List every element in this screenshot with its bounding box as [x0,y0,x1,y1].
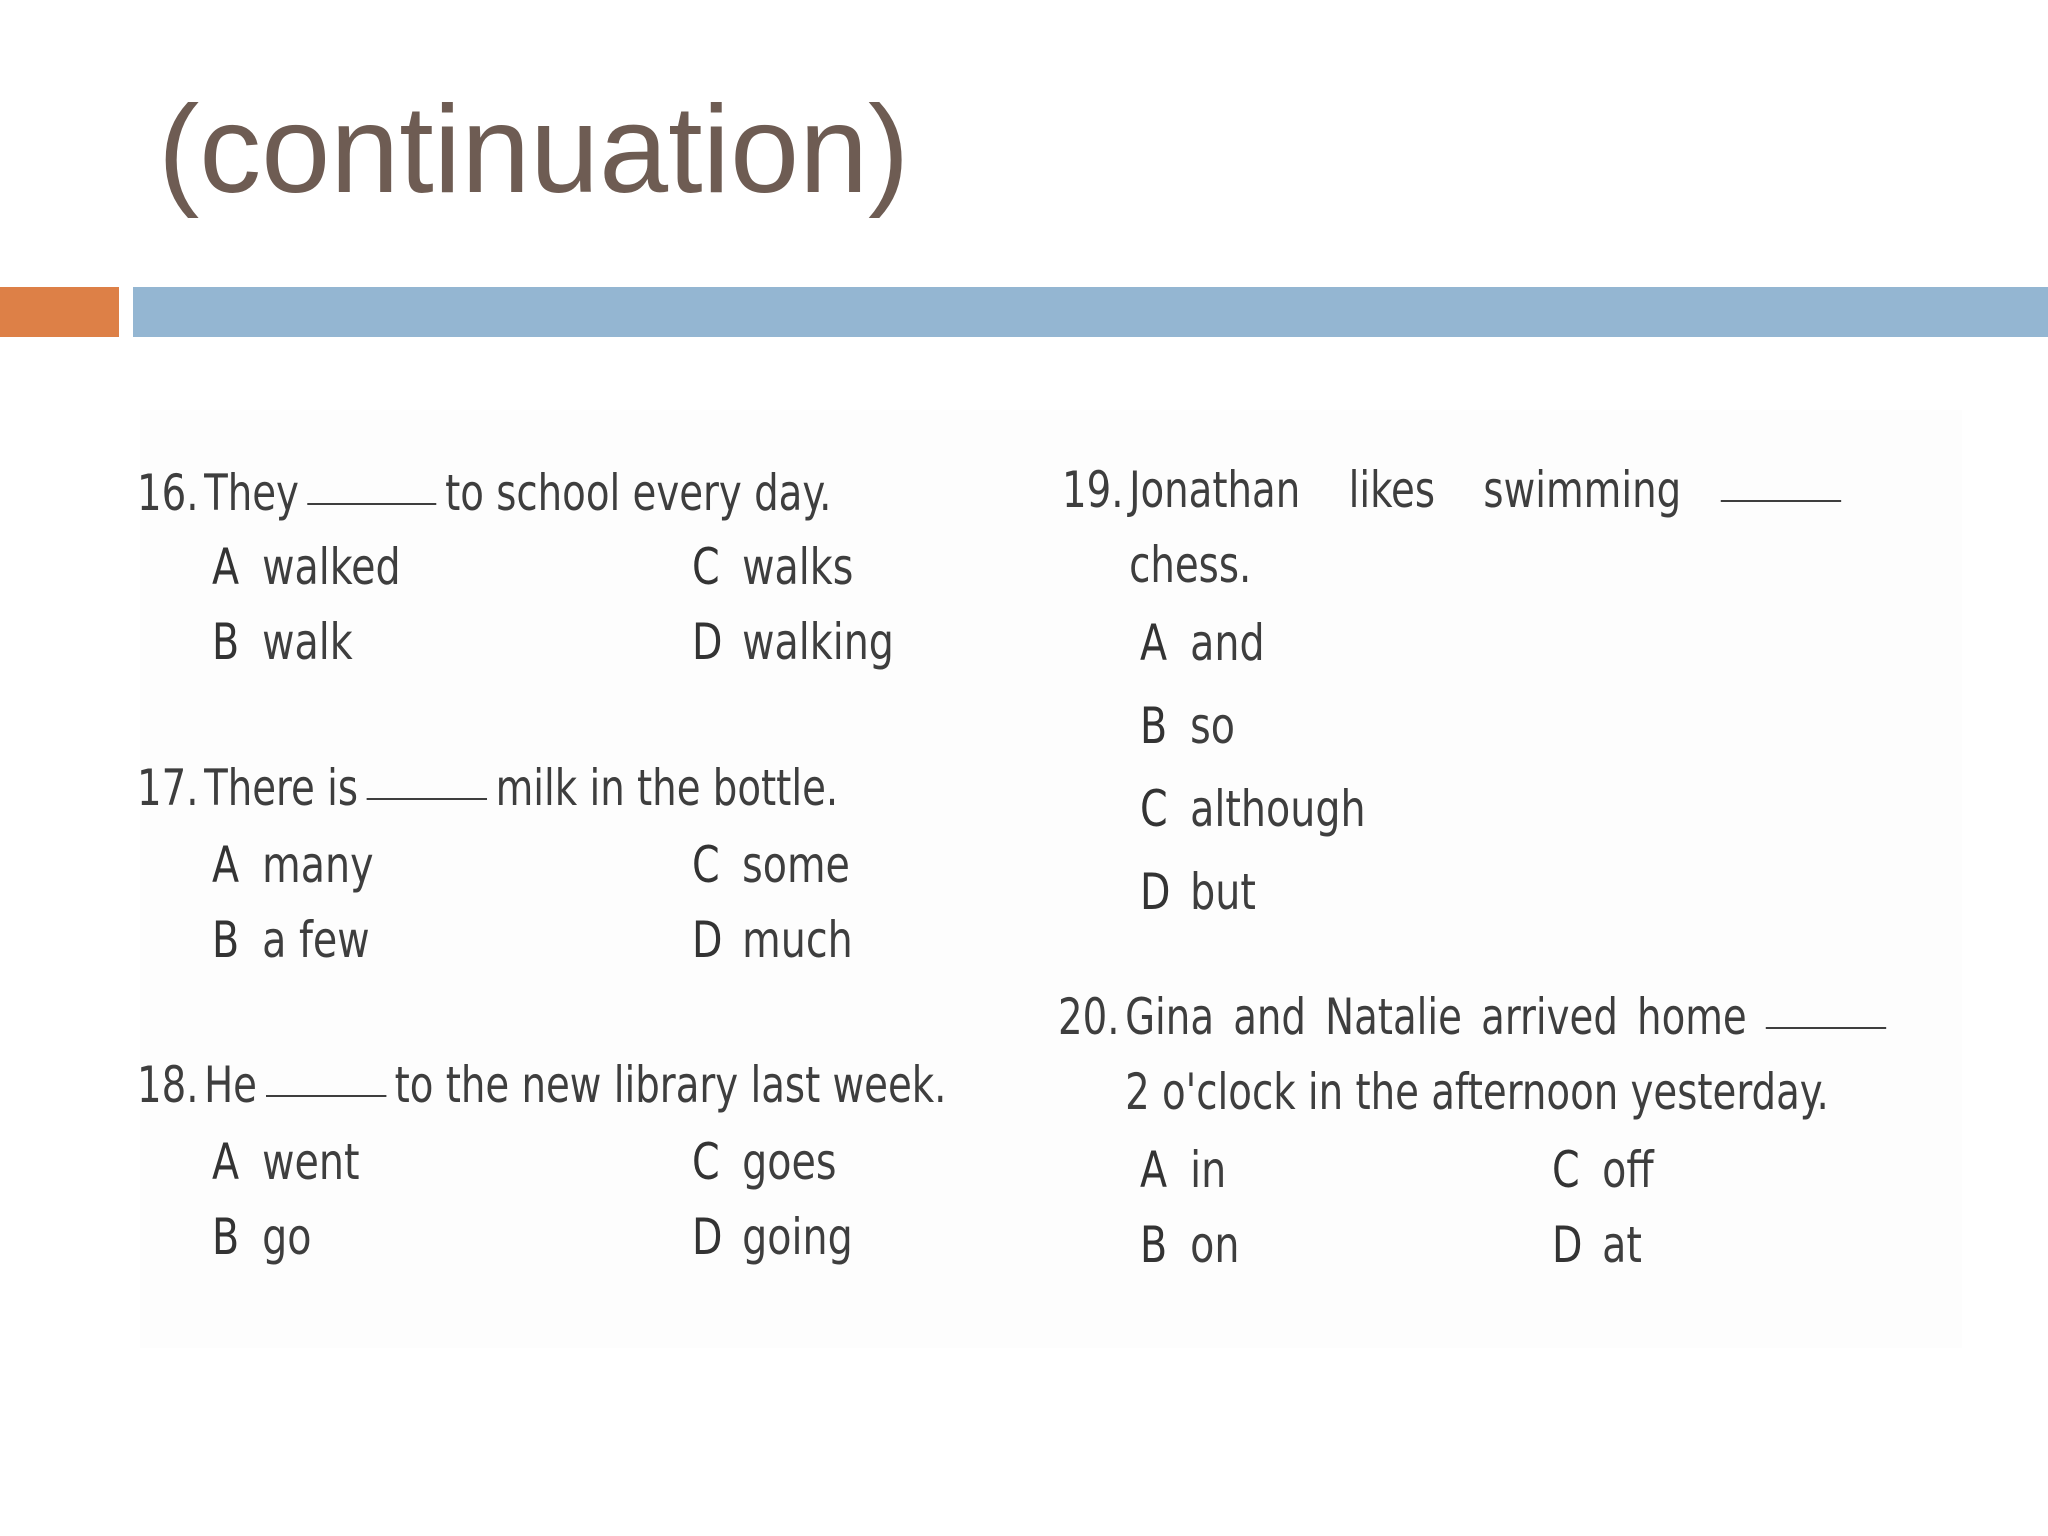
option-text: although [1190,780,1366,838]
option-c[interactable] [1552,1141,1728,1199]
accent-bar [0,287,119,337]
option-a[interactable] [212,538,634,596]
stem-before: Jonathan likes swimming [1129,461,1682,519]
option-letter: C [1552,1141,1580,1199]
stem-before: They [204,464,299,522]
option-text: go [262,1208,312,1266]
option-letter: D [692,1208,723,1266]
option-text: goes [742,1133,837,1191]
question-16-options [212,538,992,671]
option-letter: A [1140,1141,1168,1199]
option-letter: C [692,836,720,894]
stem-after: milk in the bottle. [495,759,839,817]
option-text: off [1602,1141,1654,1199]
option-b[interactable] [212,911,634,969]
option-letter: B [212,613,240,671]
question-17-stem [137,759,839,817]
option-letter: C [692,538,720,596]
option-c[interactable] [692,1133,956,1191]
answer-blank [367,798,487,800]
answer-blank [1721,500,1841,502]
option-letter: D [692,911,723,969]
option-text: much [742,911,853,969]
option-text: walking [742,613,894,671]
option-letter: D [1140,863,1171,921]
option-d[interactable] [692,911,956,969]
stem-after: to the new library last week. [394,1056,947,1114]
option-text: and [1190,614,1265,672]
option-a[interactable] [212,836,634,894]
option-letter: A [212,538,240,596]
option-text: went [262,1133,360,1191]
stem-after: to school every day. [445,464,832,522]
question-19-stem [1062,461,1850,594]
option-d[interactable] [1552,1216,1728,1274]
option-text: but [1190,863,1256,921]
option-text: a few [262,911,370,969]
option-a[interactable] [1140,614,1492,672]
question-number: 16. [137,464,199,522]
option-letter: C [692,1133,720,1191]
option-b[interactable] [1140,1216,1503,1274]
option-c[interactable] [692,836,956,894]
stem-after: 2 o'clock in the afternoon yesterday. [1125,1063,1829,1121]
stem-after: chess. [1129,536,1252,594]
option-text: so [1190,697,1235,755]
option-text: many [262,836,374,894]
option-text: in [1190,1141,1227,1199]
option-d[interactable] [692,1208,956,1266]
option-text: some [742,836,850,894]
answer-blank [308,503,437,505]
question-18-options [212,1133,992,1266]
option-a[interactable] [212,1133,634,1191]
option-letter: A [212,836,240,894]
question-20-stem [1058,988,1895,1121]
option-letter: A [1140,614,1168,672]
question-19-options [1140,614,1540,921]
option-b[interactable] [212,613,634,671]
option-text: walk [262,613,353,671]
answer-blank [266,1095,386,1097]
option-letter: A [212,1133,240,1191]
question-16-stem [137,464,832,522]
answer-blank [1766,1027,1886,1029]
option-text: on [1190,1216,1240,1274]
option-letter: C [1140,780,1168,838]
option-text: walks [742,538,854,596]
question-number: 19. [1062,461,1124,519]
stem-before: Gina and Natalie arrived home [1125,988,1747,1046]
option-text: at [1602,1216,1642,1274]
option-letter: D [692,613,723,671]
question-20-options [1140,1141,1752,1274]
option-d[interactable] [1140,863,1492,921]
question-17-options [212,836,992,969]
question-number: 18. [137,1056,199,1114]
option-text: going [742,1208,853,1266]
option-c[interactable] [692,538,956,596]
option-b[interactable] [1140,697,1492,755]
slide-title: (continuation) [158,81,910,219]
stem-before: There is [204,759,358,817]
option-letter: B [1140,697,1168,755]
option-d[interactable] [692,613,956,671]
question-number: 20. [1058,988,1120,1046]
stem-before: He [204,1056,257,1114]
option-letter: D [1552,1216,1583,1274]
option-letter: B [212,1208,240,1266]
option-a[interactable] [1140,1141,1503,1199]
option-b[interactable] [212,1208,634,1266]
question-18-stem [137,1056,947,1114]
question-number: 17. [137,759,199,817]
option-letter: B [1140,1216,1168,1274]
option-letter: B [212,911,240,969]
option-text: walked [262,538,401,596]
title-underline-bar [133,287,2048,337]
option-c[interactable] [1140,780,1492,838]
